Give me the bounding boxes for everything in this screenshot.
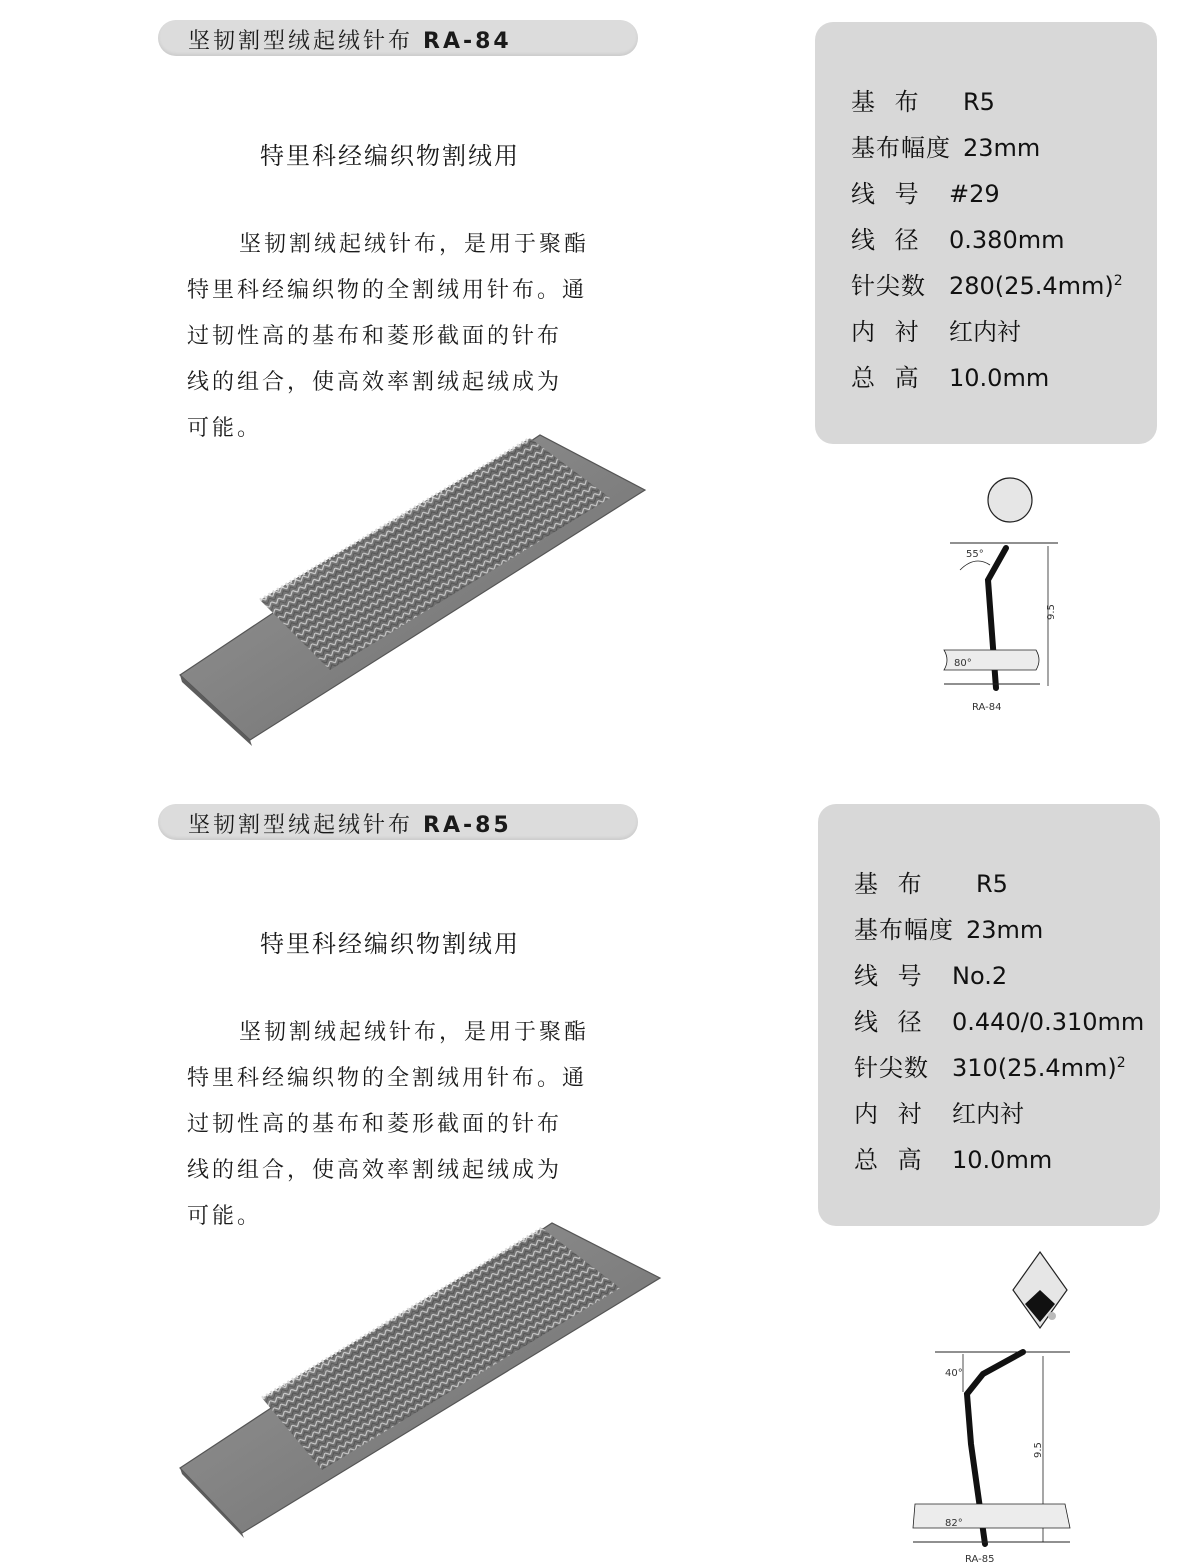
spec-panel	[818, 804, 1160, 1226]
spec-row-base-cloth: 基 布 R5	[851, 88, 995, 116]
angle-bottom-label: 82°	[945, 1518, 963, 1529]
spec-row-wire-diameter: 线 径 0.440/0.310mm	[854, 1008, 1145, 1036]
card-clothing-photo	[172, 1208, 662, 1538]
spec-row-wire-diameter: 线 径 0.380mm	[851, 226, 1065, 254]
description-line: 线的组合，使高效率割绒起绒成为	[187, 370, 563, 395]
description-line: 可能。	[187, 416, 263, 441]
product-description	[187, 222, 617, 452]
product-title-bar	[158, 20, 638, 56]
description-line: 特里科经编织物的全割绒用针布。通	[187, 1066, 588, 1091]
angle-top-label: 55°	[966, 549, 984, 560]
description-line: 坚韧割绒起绒针布，是用于聚酯	[239, 232, 590, 257]
spec-row-wire-number: 线 号 No.2	[854, 962, 1008, 990]
spec-row-point-count: 针尖数 $310(25.4mm)^2$	[854, 1054, 1126, 1082]
height-label: 9.5	[1046, 604, 1057, 620]
description-line: 特里科经编织物的全割绒用针布。通	[187, 278, 588, 303]
diagram-caption: RA-85	[965, 1554, 995, 1564]
diagram-caption: RA-84	[972, 702, 1002, 713]
cross-section-round-icon	[988, 478, 1032, 522]
description-line: 线的组合，使高效率割绒起绒成为	[187, 1158, 563, 1183]
product-model: RA-85	[423, 813, 512, 838]
product-model: RA-84	[423, 29, 512, 54]
spec-row-total-height: 总 高 10.0mm	[851, 364, 1050, 392]
height-label: 9.5	[1033, 1442, 1044, 1458]
spec-row-point-count: 针尖数 $280(25.4mm)^2$	[851, 272, 1123, 300]
product-title-text: 坚韧割型绒起绒针布	[188, 813, 423, 838]
product-title-text: 坚韧割型绒起绒针布	[188, 29, 423, 54]
description-line: 过韧性高的基布和菱形截面的针布	[187, 324, 563, 349]
product-subtitle: 特里科经编织物割绒用	[260, 142, 520, 170]
spec-row-base-width: 基布幅度 23mm	[854, 916, 1044, 944]
product-ra-85	[0, 784, 1200, 1564]
wire-profile-diagram	[930, 470, 1070, 720]
product-subtitle: 特里科经编织物割绒用	[260, 930, 520, 958]
description-line: 可能。	[187, 1204, 263, 1229]
spec-row-base-width: 基布幅度 23mm	[851, 134, 1041, 162]
angle-bottom-label: 80°	[954, 658, 972, 669]
spec-panel	[815, 22, 1157, 444]
product-description	[187, 1010, 617, 1240]
spec-row-wire-number: 线 号 #29	[851, 180, 1000, 208]
description-line: 坚韧割绒起绒针布，是用于聚酯	[239, 1020, 590, 1045]
product-title-bar	[158, 804, 638, 840]
wire-profile-diagram	[905, 1244, 1075, 1564]
description-line: 过韧性高的基布和菱形截面的针布	[187, 1112, 563, 1137]
spec-row-lining: 内 衬 红内衬	[851, 318, 1021, 346]
spec-row-base-cloth: 基 布 R5	[854, 870, 1008, 898]
card-clothing-photo	[170, 420, 660, 750]
angle-top-label: 40°	[945, 1368, 963, 1379]
spec-row-lining: 内 衬 红内衬	[854, 1100, 1024, 1128]
spec-row-total-height: 总 高 10.0mm	[854, 1146, 1053, 1174]
product-ra-84	[0, 0, 1200, 780]
